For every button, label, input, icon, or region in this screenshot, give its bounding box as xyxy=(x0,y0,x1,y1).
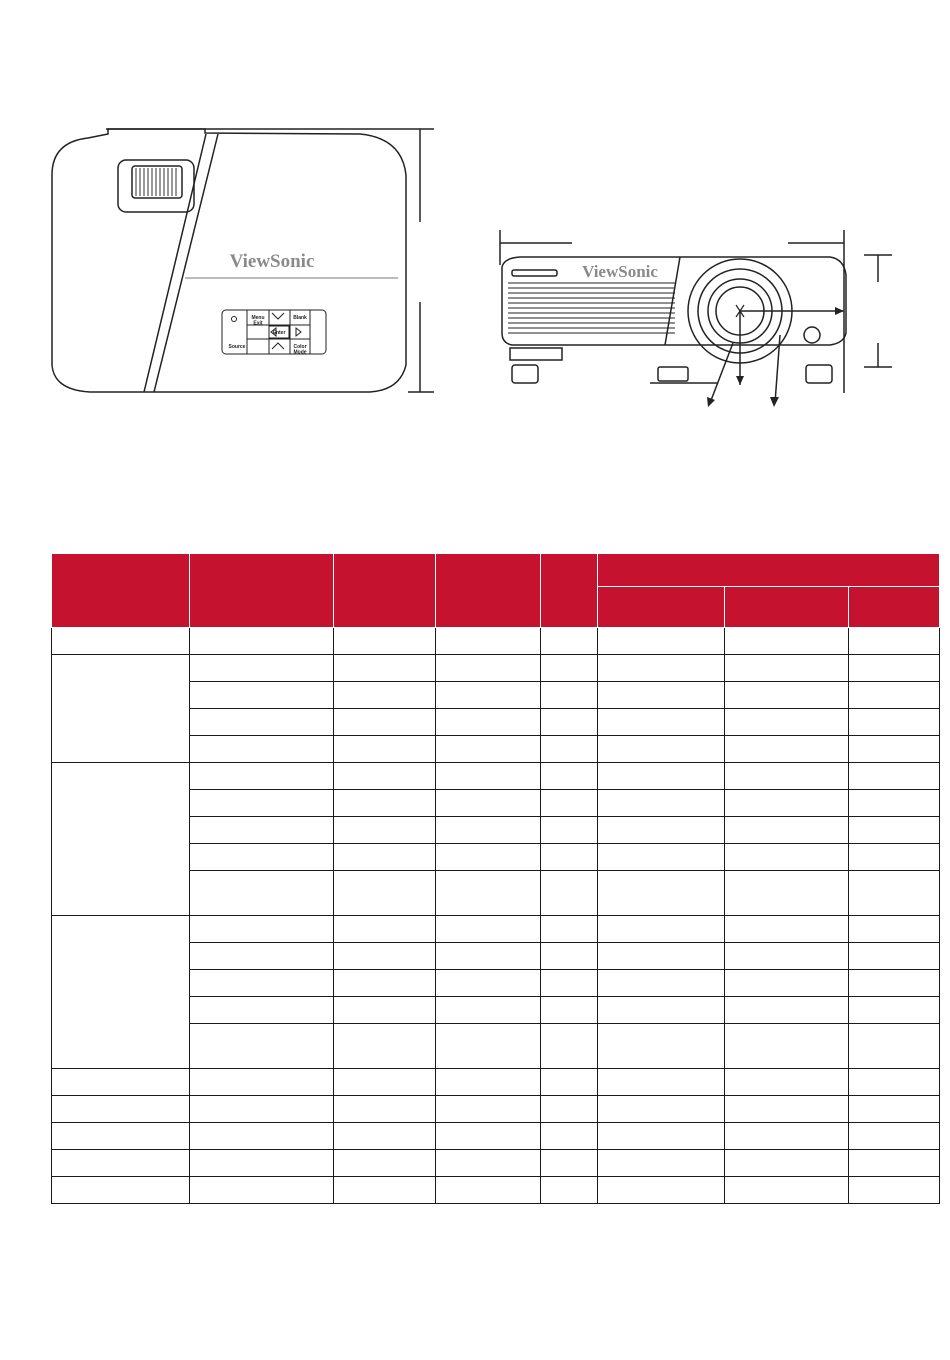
table-row xyxy=(52,916,940,943)
top-brand-label: ViewSonic xyxy=(229,251,315,272)
header-group-cell xyxy=(598,554,940,587)
source-label: Source xyxy=(228,344,246,350)
table-row xyxy=(52,1069,940,1096)
table-row xyxy=(52,1096,940,1123)
table-row xyxy=(52,763,940,790)
header-subcell xyxy=(598,587,725,628)
arrow-down-icon xyxy=(272,343,284,349)
arrow-up-icon xyxy=(272,313,284,319)
ir-sensor-icon xyxy=(804,327,820,343)
enter-label: Enter xyxy=(272,330,286,336)
header-cell xyxy=(190,554,334,628)
projector-front-view-diagram xyxy=(490,225,900,415)
header-cell xyxy=(334,554,436,628)
group-cell xyxy=(52,916,190,1069)
menu-exit-label: Menu Exit xyxy=(251,315,265,327)
group-cell xyxy=(52,655,190,763)
table-row xyxy=(52,1177,940,1204)
arrow-right-icon xyxy=(296,328,301,336)
blank-label: Blank xyxy=(293,315,307,321)
header-subcell xyxy=(849,587,940,628)
header-subcell xyxy=(725,587,849,628)
projector-top-view-diagram xyxy=(40,120,440,400)
header-cell xyxy=(436,554,541,628)
front-brand-label: ViewSonic xyxy=(582,262,658,281)
color-mode-label: Color Mode xyxy=(293,344,307,356)
power-led-icon xyxy=(232,317,237,322)
header-cell xyxy=(52,554,190,628)
spec-table xyxy=(51,553,940,1204)
table-row xyxy=(52,628,940,655)
group-cell xyxy=(52,763,190,916)
table-row xyxy=(52,1123,940,1150)
table-row xyxy=(52,1150,940,1177)
header-cell xyxy=(541,554,598,628)
table-row xyxy=(52,655,940,682)
